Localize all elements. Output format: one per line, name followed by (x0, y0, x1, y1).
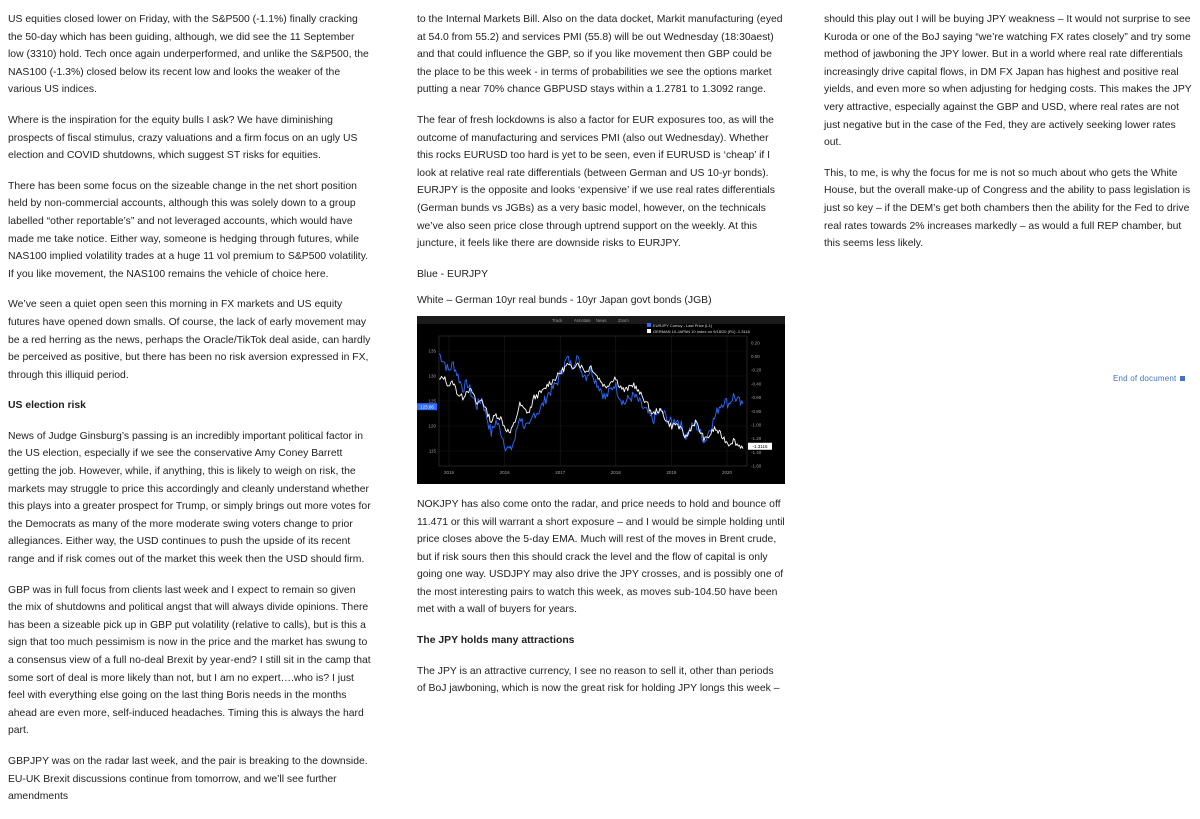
paragraph: We’ve seen a quiet open seen this morning in FX markets and US equity futures have opened down smalls. Of course, the lack of early movement may be a red herring as the news, perhaps the Oracle/TikTok deal aside, can hardly be perceived as positive, but there has been no risk aversion expressed in FX, through this illiquid period. (8, 299, 371, 381)
paragraph: The JPY is an attractive currency, I see no reason to sell it, other than periods of BoJ jawboning, which is now the great risk for holding JPY longs this week – (417, 665, 780, 695)
x-axis-tick: 2019 (666, 469, 677, 475)
column-2 (417, 11, 785, 711)
right-axis-tick: -0.20 (751, 367, 762, 373)
paragraph: NOKJPY has also come onto the radar, and price needs to hold and bounce off 11.471 or this will warrant a short exposure – and I would be simple holding until price closes above the 5-day EMA. Much will rest of the moves in Brent crude, but if risk sours then this should crack the level and the flow of capital is only going one way. USDJPY may also drive the JPY crosses, and is possibly one of the most interesting pairs to watch this week, as moves sub-104.50 have been met with a wall of buyers for years. (417, 498, 785, 616)
left-axis-tick: 125 (428, 398, 436, 404)
left-axis-tick: 135 (428, 348, 436, 354)
right-axis-tick: -1.00 (751, 422, 762, 428)
paragraph: GBP was in full focus from clients last week and I expect to remain so given the mix of shutdowns and political angst that will always divide opinions. There has been a sizeable pick up in GBP put volatility (relative to calls), but is this a sign that too much pessimism is now in the price and the market has swung to a consensus view of a full no-deal Brexit by year-end? I still sit in the camp that some sort of deal is more likely than not, but I am no expert….who is? I just feel with everything else going on the last thing Boris needs in the months ahead are even more, self-induced headaches. Timing this is always the hard part. (8, 584, 371, 737)
section-heading-us-election-risk: US election risk (8, 400, 86, 412)
chart-container (417, 292, 785, 484)
x-axis-tick: 2016 (499, 469, 510, 475)
right-axis-tick: -0.80 (751, 408, 762, 414)
legend-swatch (647, 323, 651, 327)
section-heading-jpy-attractions: The JPY holds many attractions (417, 635, 575, 647)
end-marker-icon (1180, 376, 1185, 381)
paragraph: This, to me, is why the focus for me is not so much about who gets the White House, but the overall make-up of Congress and the ability to pass legislation is just so key – if the DEM’s get both chambers then the ability for the Fed to drive real rates towards 2% increases markedly – as would a full REP chamber, but this seems less likely. (824, 167, 1191, 250)
paragraph: to the Internal Markets Bill. Also on the data docket, Markit manufacturing (eyed at 54.0 from 55.2) and services PMI (55.8) will be out Wednesday (18:30aest) and that could influence the GBP, so if you like movement then GBP could be the place to be this week - in terms of probabilities we see the options market putting a near 70% chance GBPUSD stays within a 1.2781 to 1.3092 range. (417, 14, 783, 96)
legend-label: GERMAN 10-JAPAN 10 Index on 9/18/20 (R1) -1.3116 (653, 328, 750, 334)
right-axis-tick: -1.40 (751, 449, 762, 455)
right-axis-tick: 0.00 (751, 353, 760, 359)
left-current-value: 123.86 (420, 404, 434, 410)
chart-caption-white: White – German 10yr real bunds - 10yr Japan govt bonds (JGB) (417, 295, 712, 307)
right-axis-tick: -0.60 (751, 394, 762, 400)
right-axis-tick: 0.20 (751, 340, 760, 346)
right-axis-tick: -1.20 (751, 436, 762, 442)
left-axis-tick: 130 (428, 373, 436, 379)
x-axis-tick: 2015 (443, 469, 455, 475)
end-of-document-label: End of document (1113, 374, 1177, 383)
paragraph: News of Judge Ginsburg’s passing is an incredibly important political factor in the US election, especially if we see the conservative Amy Coney Barrett getting the job. However, while, if anything, this is likely to weigh on risk, the markets may struggle to price this accordingly and cleanly understand whether this plays into a greater prospect for Trump, or simply brings out more votes for the Democrats as many of the more moderate swing voters change to prior allegiances. Either way, the USD continues to push the upside of its recent range and if risk comes out of the market this week then the USD should firm. (8, 430, 371, 566)
legend-swatch (647, 329, 651, 333)
chart-toolbar-item: News (596, 317, 607, 323)
chart-caption-blue: Blue - EURJPY (417, 268, 489, 280)
paragraph: should this play out I will be buying JPY weakness – It would not surprise to see Kuroda or one of the BoJ saying “we’re watching FX rates closely” and try some method of jawboning the JPY lower. But in a world where real rate differentials increasingly drive capital flows, in DM FX Japan has highest and positive real yields, and even more so when adjusting for hedging costs. This makes the JPY very attractive, especially against the GBP and USD, where real rates are not just negative but in the case of the Fed, they are actively seeking lower rates out. (824, 14, 1192, 149)
chart-toolbar-item: Zoom (618, 317, 629, 323)
legend-label: EURJPY Curncy - Last Price (L1) (653, 322, 713, 328)
left-axis-tick: 115 (428, 448, 436, 454)
column-1 (8, 11, 372, 819)
chart-toolbar-item: Track (552, 317, 563, 323)
chart-toolbar-item: Annotate (574, 317, 591, 323)
right-axis-tick: -1.60 (751, 463, 762, 469)
series-line-eurjpy (439, 354, 743, 451)
column-3 (824, 11, 1192, 266)
x-axis-tick: 2017 (555, 469, 566, 475)
paragraph: Where is the inspiration for the equity bulls I ask? We have diminishing prospects of fiscal stimulus, crazy valuations and a firm focus on an ugly US election and COVID shutdowns, which suggest ST risks for equities. (8, 114, 358, 162)
x-axis-tick: 2018 (610, 469, 621, 475)
paragraph: The fear of fresh lockdowns is also a factor for EUR exposures too, as will the outcome of manufacturing and services PMI (also out Wednesday). Whether this rocks EURUSD too hard is yet to be seen, even if EURUSD is ‘cheap’ if I look at relative real rate differentials (between German and US 10-yr bonds). EURJPY is the opposite and looks ‘expensive’ if we use real rates differentials (German bunds vs JGBs) as a very basic model, however, on the technicals we’ve also seen price close through uptrend support on the weekly. At this juncture, it feels like there are downside risks to EURJPY. (417, 114, 775, 250)
eurjpy-vs-real-rate-chart (417, 316, 785, 484)
paragraph: US equities closed lower on Friday, with the S&P500 (-1.1%) finally cracking the 50-day which has been guiding, although, we did see the 11 September low (3310) hold. Tech once again underperformed, and unlike the S&P500, the NAS100 (-1.3%) closed below its recent low and looks the weaker of the various US indices. (8, 14, 369, 96)
paragraph: There has been some focus on the sizeable change in the net short position held by non-commercial accounts, although this was solely down to a group labelled “other reportable’s” and not leveraged accounts, which would have made me take notice. Either way, someone is hedging through futures, while NAS100 implied volatility trades at a huge 11 vol premium to S&P500 volatility. If you like movement, the NAS100 remains the vehicle of choice here. (8, 180, 369, 280)
left-axis-tick: 120 (428, 423, 436, 429)
right-axis-tick: -0.40 (751, 381, 762, 387)
right-current-value: -1.3116 (752, 443, 768, 449)
paragraph: GBPJPY was on the radar last week, and the pair is breaking to the downside. EU-UK Brexit discussions continue from tomorrow, and we’ll see further amendments (8, 755, 368, 803)
x-axis-tick: 2020 (721, 469, 733, 475)
